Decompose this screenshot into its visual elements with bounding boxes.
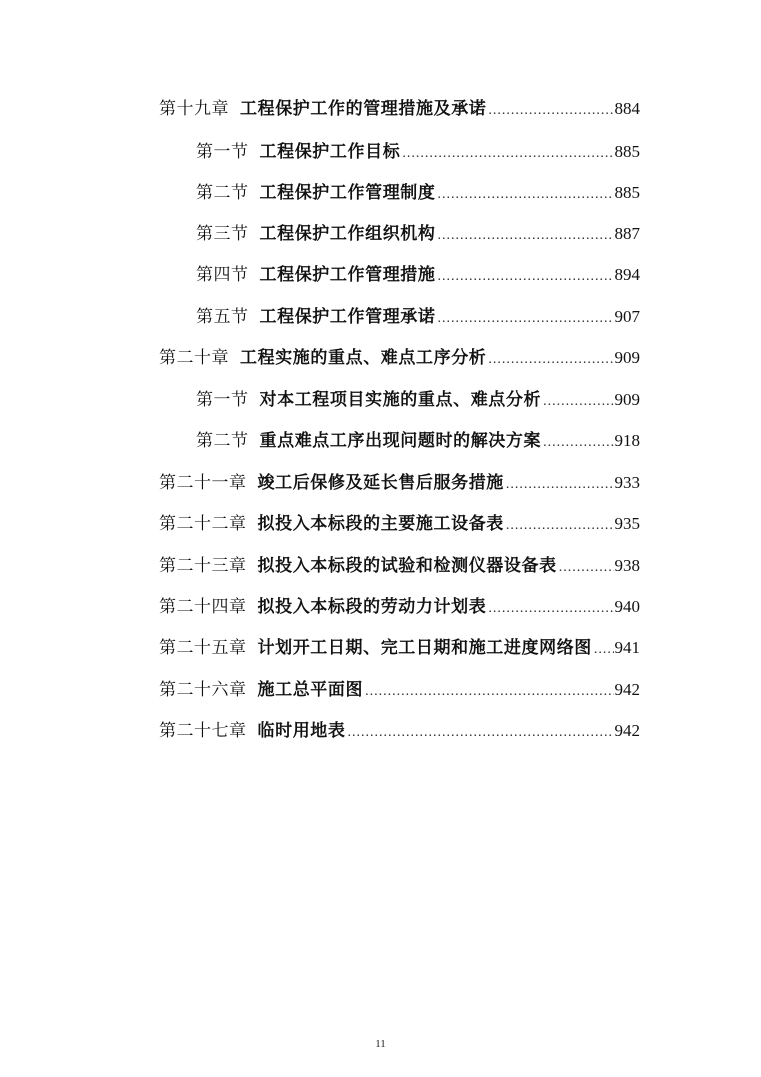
toc-entry-title: 计划开工日期、完工日期和施工进度网络图 bbox=[257, 638, 592, 658]
toc-dot-leader bbox=[438, 264, 614, 290]
toc-dot-leader bbox=[488, 98, 613, 124]
toc-entry-number: 第二十三章 bbox=[159, 556, 247, 576]
toc-entry-number: 第二十五章 bbox=[159, 638, 247, 658]
toc-dot-leader bbox=[438, 182, 614, 208]
toc-dot-leader bbox=[506, 472, 614, 498]
toc-entry[interactable] bbox=[196, 387, 640, 413]
toc-entry-page: 894 bbox=[614, 265, 640, 284]
toc-entry[interactable] bbox=[159, 718, 640, 744]
toc-entry[interactable] bbox=[159, 96, 640, 122]
toc-entry-title: 拟投入本标段的劳动力计划表 bbox=[257, 597, 487, 617]
toc-entry-number: 第二十章 bbox=[159, 348, 229, 368]
toc-entry-title: 临时用地表 bbox=[257, 721, 346, 741]
toc-entry-title: 工程保护工作管理制度 bbox=[259, 183, 436, 203]
toc-entry-number: 第二节 bbox=[196, 183, 249, 203]
toc-entry-page: 887 bbox=[614, 224, 640, 243]
toc-dot-leader bbox=[365, 679, 613, 705]
toc-entry-title: 工程保护工作组织机构 bbox=[259, 224, 436, 244]
toc-entry-page: 907 bbox=[614, 307, 640, 326]
toc-entry[interactable] bbox=[196, 180, 640, 206]
toc-entry-page: 909 bbox=[614, 348, 640, 367]
toc-entry-number: 第十九章 bbox=[159, 99, 229, 119]
toc-entry-number: 第二十六章 bbox=[159, 680, 247, 700]
toc-entry-number: 第二节 bbox=[196, 431, 249, 451]
toc-entry-number: 第一节 bbox=[196, 142, 249, 162]
toc-entry[interactable] bbox=[196, 262, 640, 288]
toc-entry[interactable] bbox=[159, 511, 640, 537]
toc-entry[interactable] bbox=[159, 553, 640, 579]
toc-entry-title: 工程保护工作目标 bbox=[259, 142, 401, 162]
toc-entry-page: 941 bbox=[614, 638, 640, 657]
toc-dot-leader bbox=[506, 513, 614, 539]
toc-entry-number: 第五节 bbox=[196, 307, 249, 327]
toc-dot-leader bbox=[402, 141, 613, 167]
toc-entry-page: 909 bbox=[614, 390, 640, 409]
toc-entry-title: 工程实施的重点、难点工序分析 bbox=[240, 348, 487, 368]
toc-dot-leader bbox=[594, 637, 614, 663]
toc-entry-page: 942 bbox=[614, 680, 640, 699]
toc-dot-leader bbox=[488, 347, 613, 373]
toc-dot-leader bbox=[348, 720, 614, 746]
toc-entry-title: 工程保护工作管理承诺 bbox=[259, 307, 436, 327]
toc-entry-page: 885 bbox=[614, 142, 640, 161]
toc-entry-title: 对本工程项目实施的重点、难点分析 bbox=[259, 390, 542, 410]
toc-entry-page: 942 bbox=[614, 721, 640, 740]
toc-entry-number: 第三节 bbox=[196, 224, 249, 244]
toc-entry-title: 施工总平面图 bbox=[257, 680, 364, 700]
toc-entry-page: 918 bbox=[614, 431, 640, 450]
toc-entry-number: 第四节 bbox=[196, 265, 249, 285]
toc-dot-leader bbox=[438, 223, 614, 249]
page-number: 11 bbox=[375, 1038, 386, 1050]
toc-entry-title: 拟投入本标段的主要施工设备表 bbox=[257, 514, 504, 534]
toc-entry[interactable] bbox=[196, 139, 640, 165]
toc-entry[interactable] bbox=[159, 635, 640, 661]
toc-entry-title: 工程保护工作的管理措施及承诺 bbox=[240, 99, 487, 119]
toc-dot-leader bbox=[438, 306, 614, 332]
toc-entry[interactable] bbox=[196, 428, 640, 454]
toc-dot-leader bbox=[543, 389, 613, 415]
toc-entry[interactable] bbox=[159, 470, 640, 496]
toc-entry-page: 935 bbox=[614, 514, 640, 533]
toc-entry-title: 重点难点工序出现问题时的解决方案 bbox=[259, 431, 542, 451]
toc-entry-title: 拟投入本标段的试验和检测仪器设备表 bbox=[257, 556, 557, 576]
toc-entry-number: 第二十二章 bbox=[159, 514, 247, 534]
toc-entry[interactable] bbox=[159, 345, 640, 371]
toc-dot-leader bbox=[559, 555, 614, 581]
toc-entry-page: 938 bbox=[614, 556, 640, 575]
toc-dot-leader bbox=[543, 430, 613, 456]
toc-entry[interactable] bbox=[196, 221, 640, 247]
toc-dot-leader bbox=[488, 596, 613, 622]
toc-entry-number: 第二十四章 bbox=[159, 597, 247, 617]
toc-entry-page: 940 bbox=[614, 597, 640, 616]
toc-entry-number: 第一节 bbox=[196, 390, 249, 410]
toc-entry-page: 884 bbox=[614, 99, 640, 118]
toc-entry[interactable] bbox=[159, 594, 640, 620]
toc-entry-title: 竣工后保修及延长售后服务措施 bbox=[257, 473, 504, 493]
toc-entry[interactable] bbox=[159, 677, 640, 703]
toc-entry-page: 885 bbox=[614, 183, 640, 202]
toc-entry-number: 第二十一章 bbox=[159, 473, 247, 493]
toc-entry-number: 第二十七章 bbox=[159, 721, 247, 741]
toc-entry-title: 工程保护工作管理措施 bbox=[259, 265, 436, 285]
toc-entry[interactable] bbox=[196, 304, 640, 330]
toc-entry-page: 933 bbox=[614, 473, 640, 492]
